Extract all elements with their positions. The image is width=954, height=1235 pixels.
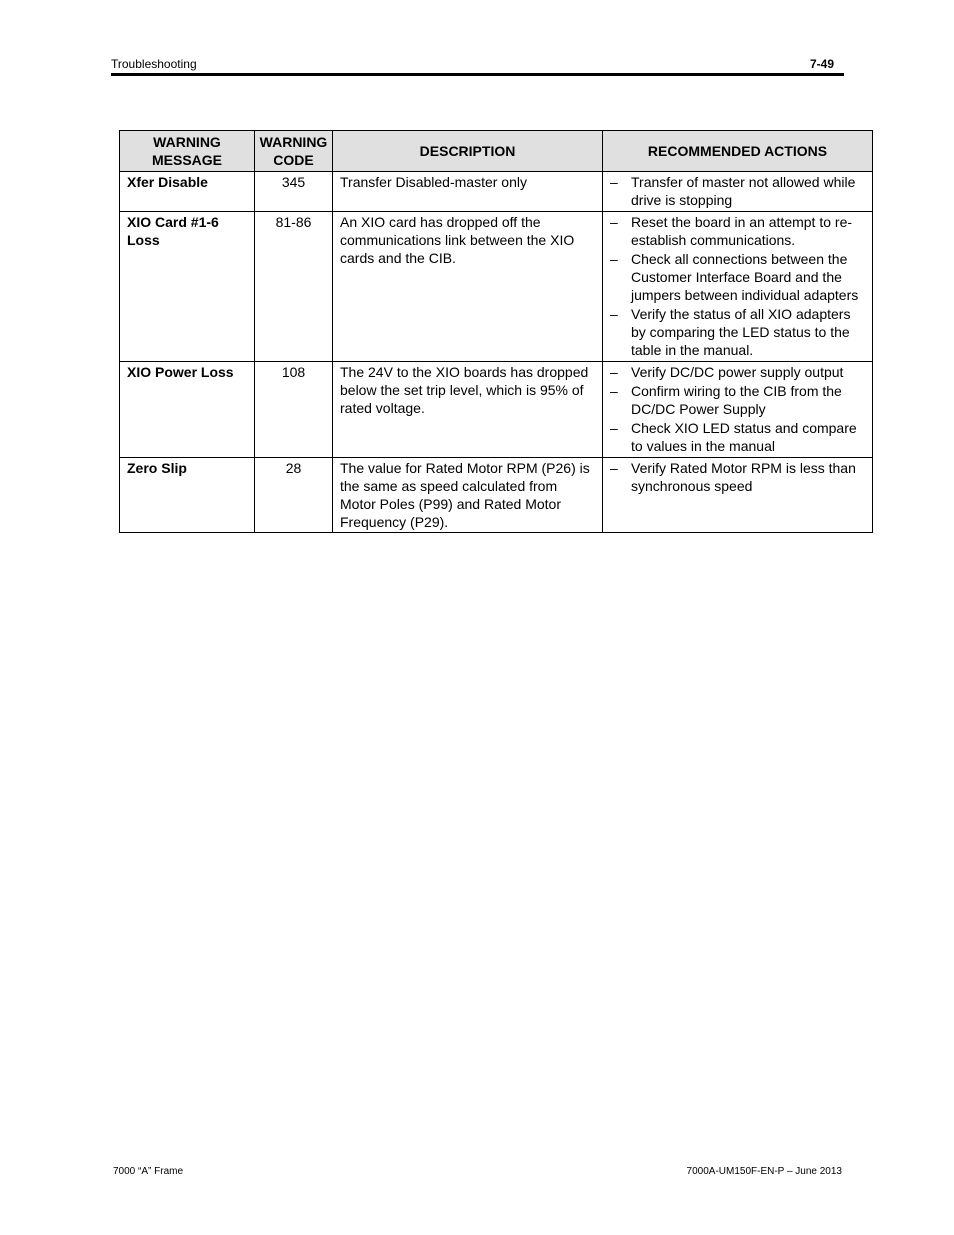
action-text: Transfer of master not allowed while drive is stopping	[631, 174, 856, 208]
action-text: Check XIO LED status and compare to values in the manual	[631, 420, 857, 454]
action-item	[610, 419, 865, 455]
actions-list	[610, 173, 865, 209]
dash-bullet-icon: –	[610, 306, 618, 322]
header-rule	[111, 73, 844, 76]
actions-list	[610, 363, 865, 455]
table-row	[120, 362, 873, 458]
action-item	[610, 213, 865, 249]
col-header-actions: RECOMMENDED ACTIONS	[603, 131, 873, 172]
action-text: Verify the status of all XIO adapters by comparing the LED status to the table in the manual.	[631, 306, 851, 358]
table-row	[120, 172, 873, 212]
warning-message-cell: Xfer Disable	[120, 172, 255, 212]
actions-list	[610, 213, 865, 359]
dash-bullet-icon: –	[610, 420, 618, 436]
description-cell: The value for Rated Motor RPM (P26) is the same as speed calculated from Motor Poles (P99) and Rated Motor Frequency (P29).	[333, 458, 603, 533]
table-header-row	[120, 131, 873, 172]
col-header-code: WARNING CODE	[255, 131, 333, 172]
recommended-actions-cell	[603, 458, 873, 533]
action-text: Check all connections between the Customer Interface Board and the jumpers between individual adapters	[631, 251, 859, 303]
running-header-section: Troubleshooting	[111, 57, 197, 71]
action-item	[610, 363, 865, 381]
action-item	[610, 173, 865, 209]
action-item	[610, 250, 865, 304]
recommended-actions-cell	[603, 172, 873, 212]
table-body	[120, 172, 873, 533]
warning-message-cell: XIO Power Loss	[120, 362, 255, 458]
action-text: Reset the board in an attempt to re-establish communications.	[631, 214, 853, 248]
description-cell: Transfer Disabled-master only	[333, 172, 603, 212]
description-cell: An XIO card has dropped off the communications link between the XIO cards and the CIB.	[333, 212, 603, 362]
warning-code-cell: 345	[255, 172, 333, 212]
action-item	[610, 459, 865, 495]
action-text: Confirm wiring to the CIB from the DC/DC Power Supply	[631, 383, 842, 417]
dash-bullet-icon: –	[610, 251, 618, 267]
recommended-actions-cell	[603, 362, 873, 458]
dash-bullet-icon: –	[610, 174, 618, 190]
action-text: Verify DC/DC power supply output	[631, 364, 844, 380]
col-header-message: WARNING MESSAGE	[120, 131, 255, 172]
dash-bullet-icon: –	[610, 383, 618, 399]
page-number: 7-49	[809, 57, 834, 71]
recommended-actions-cell	[603, 212, 873, 362]
table-row	[120, 458, 873, 533]
warning-message-cell: XIO Card #1-6 Loss	[120, 212, 255, 362]
action-item	[610, 382, 865, 418]
action-text: Verify Rated Motor RPM is less than synchronous speed	[631, 460, 856, 494]
dash-bullet-icon: –	[610, 214, 618, 230]
warning-code-cell: 81-86	[255, 212, 333, 362]
table-row	[120, 212, 873, 362]
col-header-description: DESCRIPTION	[333, 131, 603, 172]
warning-table	[119, 130, 873, 533]
footer-left: 7000 “A” Frame	[113, 1166, 184, 1177]
warning-code-cell: 28	[255, 458, 333, 533]
action-item	[610, 305, 865, 359]
description-cell: The 24V to the XIO boards has dropped below the set trip level, which is 95% of rated voltage.	[333, 362, 603, 458]
actions-list	[610, 459, 865, 495]
warning-message-cell: Zero Slip	[120, 458, 255, 533]
dash-bullet-icon: –	[610, 460, 618, 476]
warning-code-cell: 108	[255, 362, 333, 458]
footer-right: 7000A-UM150F-EN-P – June 2013	[686, 1166, 842, 1177]
dash-bullet-icon: –	[610, 364, 618, 380]
